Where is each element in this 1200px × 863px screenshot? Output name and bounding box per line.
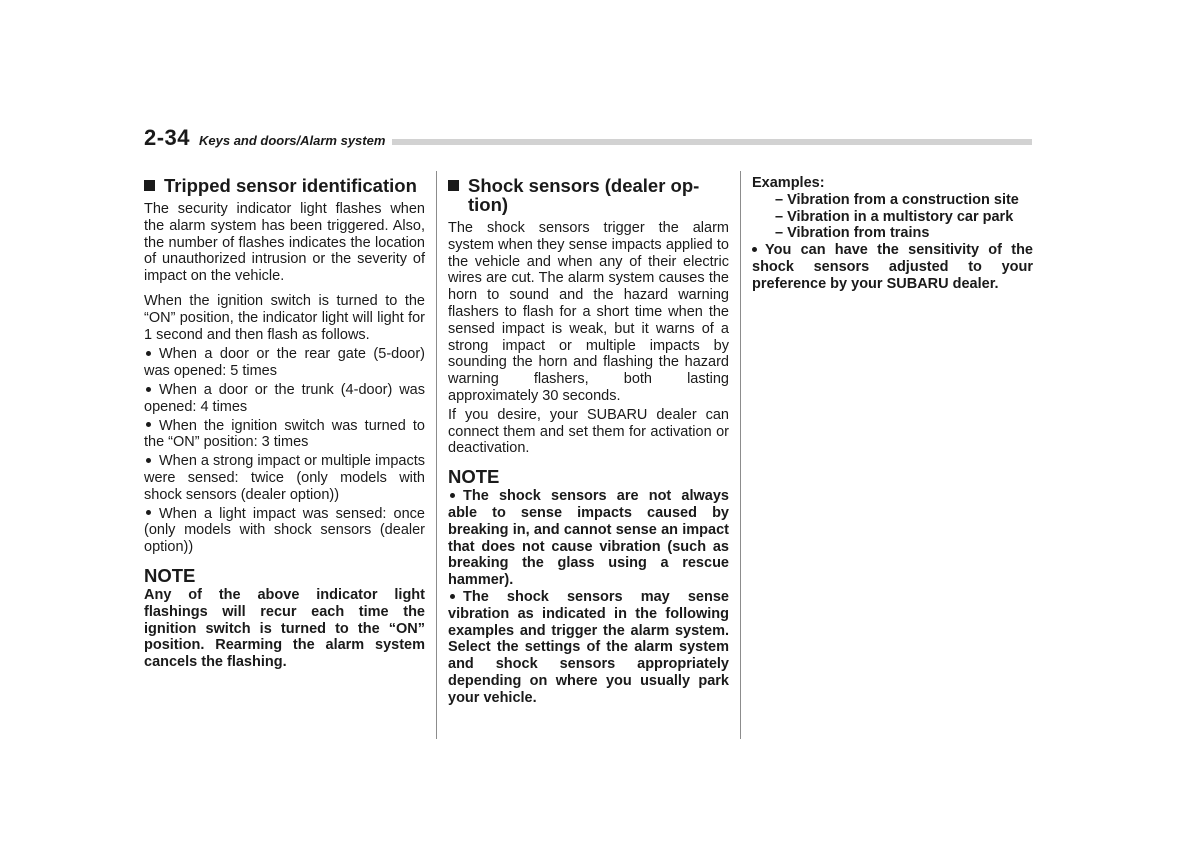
square-bullet-icon <box>448 180 459 191</box>
column-2 <box>448 174 729 709</box>
list-item: When the ignition switch was turned to the “ON” position: 3 times <box>144 417 425 451</box>
heading-text-line2: tion) <box>468 194 509 215</box>
note-title: NOTE <box>144 564 196 586</box>
page-header <box>144 124 1032 154</box>
bullet-dot-icon <box>146 351 151 356</box>
heading-shock-sensors <box>448 176 729 214</box>
paragraph: If you desire, your SUBARU dealer can connect them and set them for activation or deactivation. <box>448 406 729 457</box>
note-title: NOTE <box>448 466 500 488</box>
list-item: You can have the sensitivity of the shock sensors adjusted to your preference by your SUBARU dealer. <box>752 242 1033 292</box>
heading-text-line1: Shock sensors (dealer op- <box>468 175 700 196</box>
examples-label: Examples: <box>752 175 825 191</box>
note-text: Any of the above indicator light flashings will recur each time the ignition switch is turned to the “ON” position. Rearming the alarm system cancels the flashing. <box>144 586 425 671</box>
header-rule <box>392 139 1032 145</box>
heading-text: Tripped sensor identification <box>164 175 417 196</box>
bullet-dot-icon <box>450 493 455 498</box>
list-item: When a door or the rear gate (5-door) was opened: 5 times <box>144 346 425 380</box>
bullet-dot-icon <box>146 422 151 427</box>
column-divider-1 <box>436 171 437 739</box>
square-bullet-icon <box>144 180 155 191</box>
bullet-dot-icon <box>752 247 757 252</box>
note-item: The shock sensors may sense vibration as indicated in the following examples and trigger the alarm system. Select the settings of the alarm system and shock sensors appropriately depending on where you usually park your vehicle. <box>448 588 729 706</box>
list-item: When a light impact was sensed: once (only models with shock sensors (dealer option)) <box>144 505 425 556</box>
section-title: Keys and doors/Alarm system <box>199 133 386 148</box>
note-item: The shock sensors are not always able to sense impacts caused by breaking in, and cannot sense an impact that does not cause vibration (such as breaking the glass using a rescue hammer). <box>448 488 729 589</box>
list-item: When a door or the trunk (4-door) was opened: 4 times <box>144 381 425 415</box>
column-divider-2 <box>740 171 741 739</box>
paragraph: The shock sensors trigger the alarm system when they sense impacts applied to the vehicle and when any of their electric wires are cut. The alarm system causes the horn to sound and the hazard warning flashers to flash for a short time when the sensed impact is weak, but it warns of a strong impact or multiple impacts by sounding the horn and flashing the hazard warning flashers, both lasting approximately 30 seconds. <box>448 220 729 404</box>
example-item: – Vibration from trains <box>775 225 930 242</box>
column-1 <box>144 174 425 671</box>
bullet-dot-icon <box>146 510 151 515</box>
bullet-dot-icon <box>450 594 455 599</box>
example-item: – Vibration from a construction site <box>775 191 1019 208</box>
heading-tripped-sensor <box>144 176 425 195</box>
list-item: When a strong impact or multiple impacts were sensed: twice (only models with shock sensors (dealer option)) <box>144 453 425 503</box>
page-number: 2-34 <box>144 125 191 150</box>
bullet-dot-icon <box>146 458 151 463</box>
column-3 <box>752 174 1033 295</box>
bullet-dot-icon <box>146 387 151 392</box>
paragraph: When the ignition switch is turned to the “ON” position, the indicator light will light for 1 second and then flash as follows. <box>144 292 425 343</box>
example-item: – Vibration in a multistory car park <box>775 208 1014 225</box>
paragraph: The security indicator light flashes when the alarm system has been triggered. Also, the number of flashes indicates the location of unauthorized intrusion or the severity of impact on the vehicle. <box>144 201 425 285</box>
